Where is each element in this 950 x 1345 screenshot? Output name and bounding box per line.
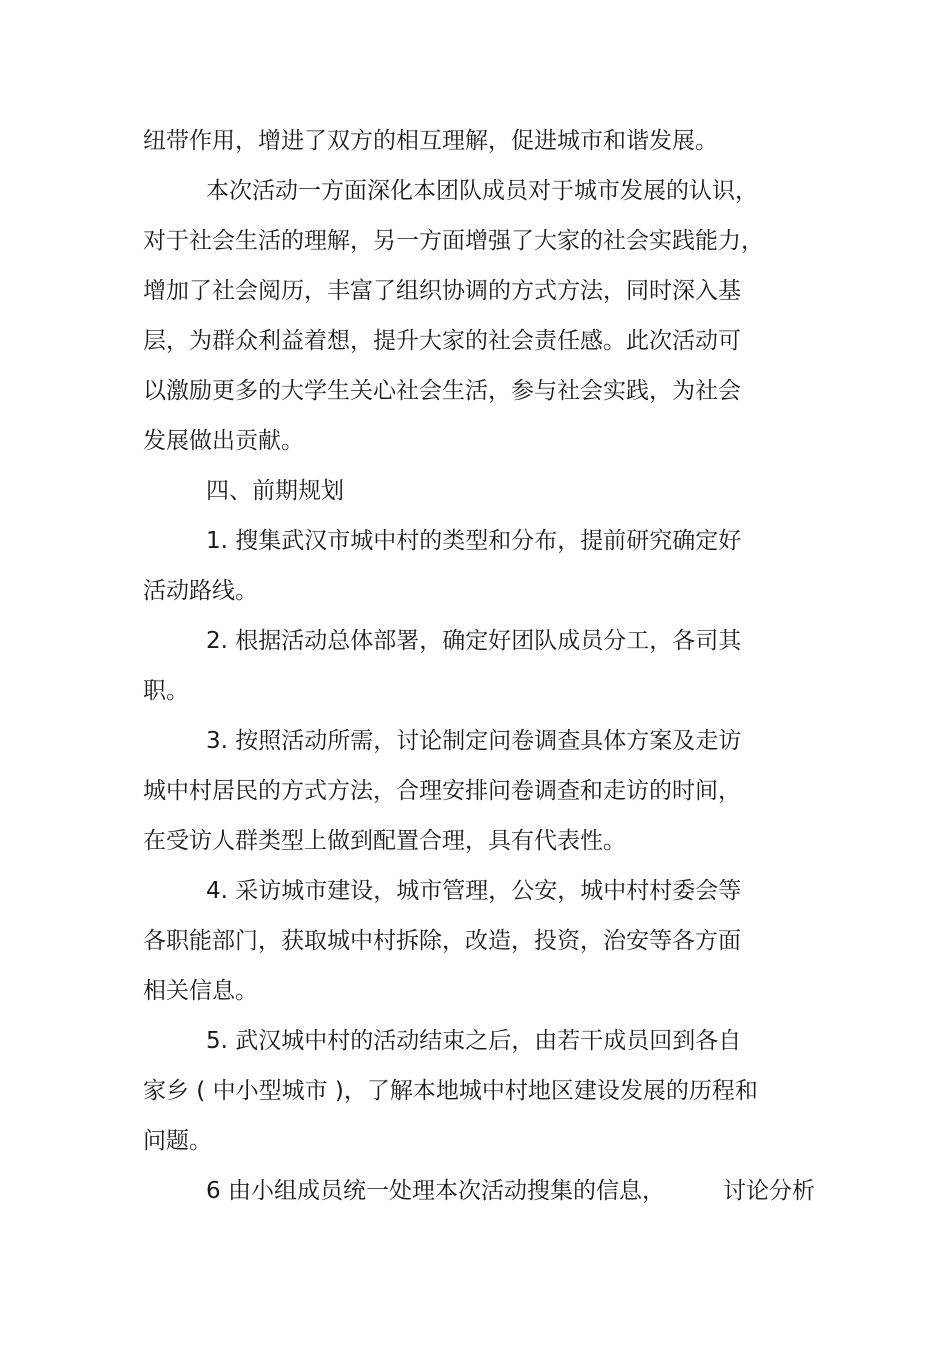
paragraph-line: 以激励更多的大学生关心社会生活，参与社会实践，为社会 (143, 378, 741, 404)
list-item-line: 各职能部门，获取城中村拆除，改造，投资，治安等各方面 (143, 928, 741, 954)
section-heading: 四、前期规划 (206, 478, 344, 504)
paragraph-line: 本次活动一方面深化本团队成员对于城市发展的认识， (206, 178, 758, 204)
paragraph-line: 增加了社会阅历，丰富了组织协调的方式方法，同时深入基 (143, 278, 741, 304)
list-item-line: 5. 武汉城中村的活动结束之后，由若干成员回到各自 (206, 1028, 742, 1054)
list-item-line: 4. 采访城市建设，城市管理，公安，城中村村委会等 (206, 878, 742, 904)
paragraph-line: 纽带作用，增进了双方的相互理解，促进城市和谐发展。 (143, 128, 718, 154)
list-item-line: 在受访人群类型上做到配置合理，具有代表性。 (143, 828, 626, 854)
list-item-text-part: 6 由小组成员统一处理本次活动搜集的信息， (206, 1178, 665, 1204)
list-item-line: 城中村居民的方式方法，合理安排问卷调查和走访的时间， (143, 778, 741, 804)
paragraph-line: 层，为群众利益着想，提升大家的社会责任感。此次活动可 (143, 328, 741, 354)
list-item-line: 活动路线。 (143, 578, 258, 604)
paragraph-line: 对于社会生活的理解，另一方面增强了大家的社会实践能力， (143, 228, 764, 254)
list-item-line (206, 1174, 815, 1208)
list-item-line: 1. 搜集武汉市城中村的类型和分布，提前研究确定好 (206, 528, 742, 554)
paragraph-line: 发展做出贡献。 (143, 428, 304, 454)
list-item-line: 3. 按照活动所需，讨论制定问卷调查具体方案及走访 (206, 728, 742, 754)
list-item-text-part: 讨论分析 (722, 1178, 815, 1204)
list-item-line: 家乡 ( 中小型城市 )，了解本地城中村地区建设发展的历程和 (143, 1078, 758, 1104)
list-item-line: 2. 根据活动总体部署，确定好团队成员分工，各司其 (206, 628, 742, 654)
list-item-line: 相关信息。 (143, 978, 258, 1004)
list-item-line: 问题。 (143, 1128, 212, 1154)
list-item-line: 职。 (143, 678, 189, 704)
